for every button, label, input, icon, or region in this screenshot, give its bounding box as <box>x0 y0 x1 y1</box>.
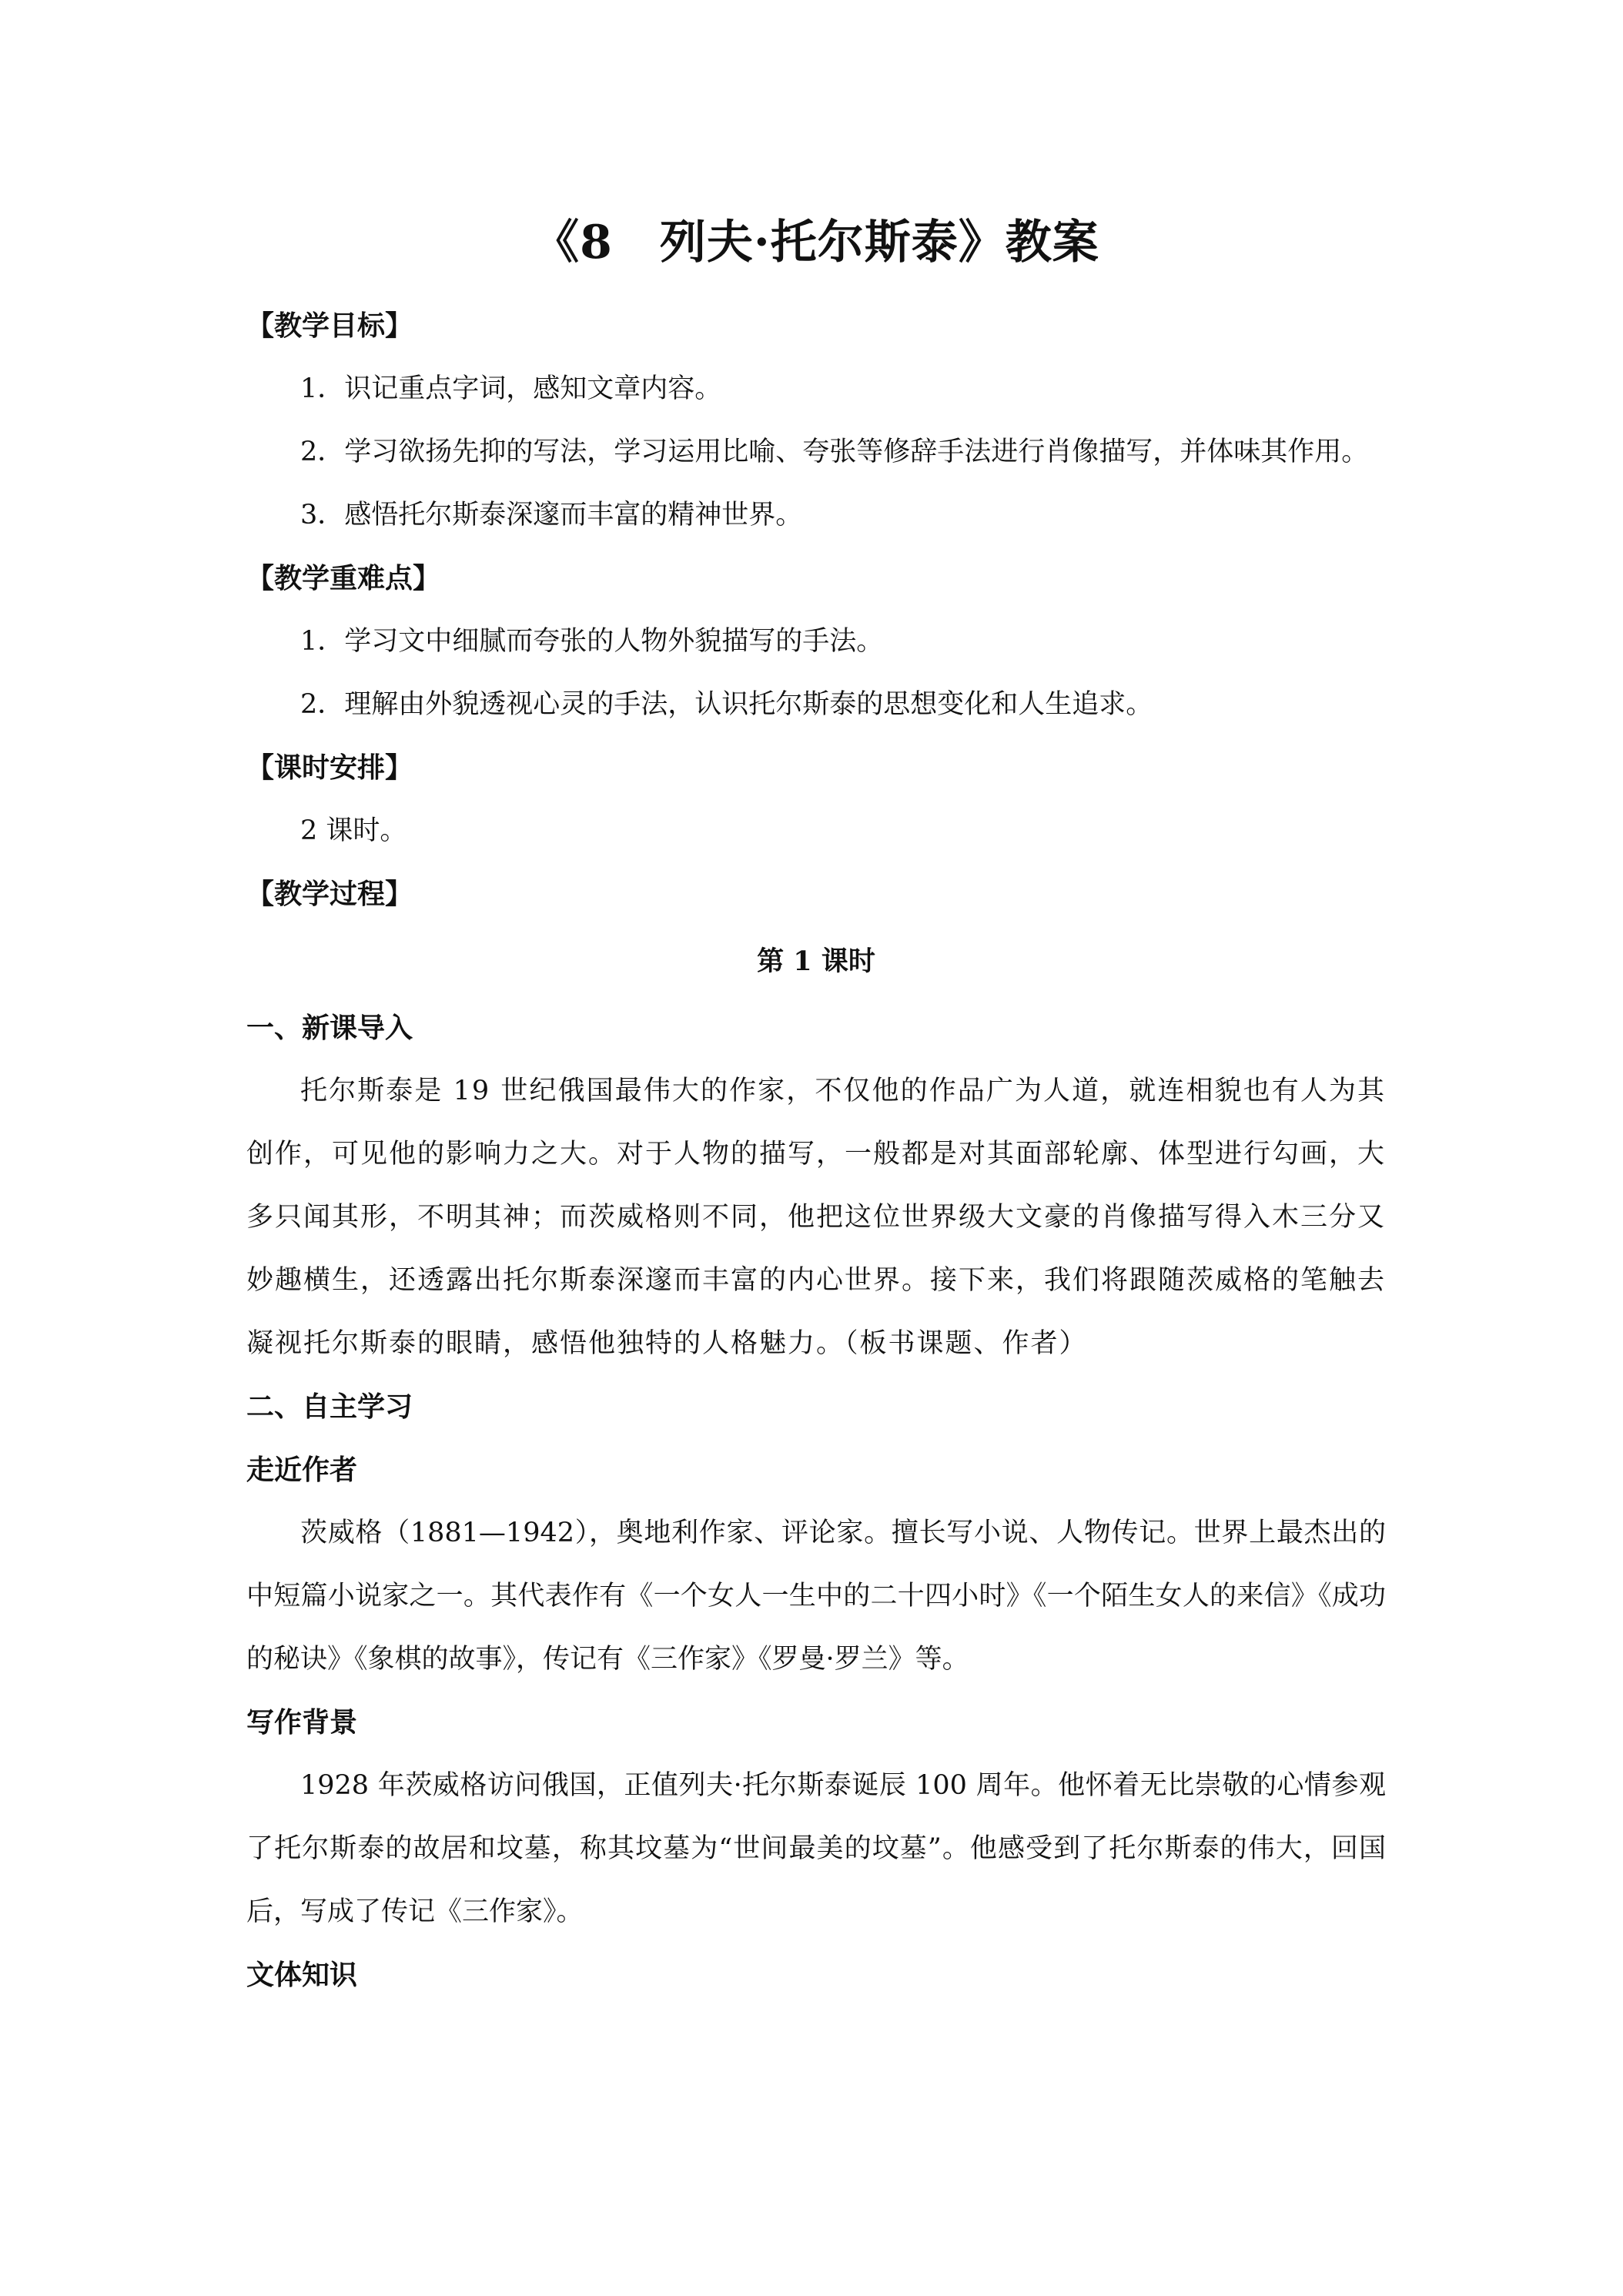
intro-paragraph: 托尔斯泰是 19 世纪俄国最伟大的作家，不仅他的作品广为人道，就连相貌也有人为其创作，可见他的影响力之大。对于人物的描写，一般都是对其面部轮廓、体型进行勾画，大多只闻其形，不明其神；而茨威格则不同，他把这位世界级大文豪的肖像描写得入木三分又妙趣横生，还透露出托尔斯泰深邃而丰富的内心世界。接下来，我们将跟随茨威格的笔触去凝视托尔斯泰的眼睛，感悟他独特的人格魅力。（板书课题、作者） <box>246 1076 1387 1359</box>
key-point-1: 1．学习文中细腻而夸张的人物外貌描写的手法。 <box>300 626 884 657</box>
goal-item-3: 3．感悟托尔斯泰深邃而丰富的精神世界。 <box>300 500 803 530</box>
key-points-heading: 【教学重难点】 <box>246 562 441 594</box>
goal-item-1: 1．识记重点字词，感知文章内容。 <box>300 373 722 404</box>
goals-heading: 【教学目标】 <box>246 310 413 342</box>
background-heading: 写作背景 <box>246 1706 358 1739</box>
schedule-text: 2 课时。 <box>300 815 407 846</box>
lesson-1-heading: 第 1 课时 <box>757 946 875 977</box>
page-title: 《8 列夫·托尔斯泰》教案 <box>533 216 1099 269</box>
goal-item-2: 2．学习欲扬先抑的写法，学习运用比喻、夸张等修辞手法进行肖像描写，并体味其作用。 <box>300 437 1369 467</box>
background-paragraph: 1928 年茨威格访问俄国，正值列夫·托尔斯泰诞辰 100 周年。他怀着无比崇敬的心情参观了托尔斯泰的故居和坟墓，称其坟墓为“世间最美的坟墓”。他感受到了托尔斯泰的伟大，回国后，写成了传记《三作家》。 <box>246 1770 1386 1927</box>
author-heading: 走近作者 <box>246 1454 358 1486</box>
intro-heading: 一、新课导入 <box>246 1012 413 1044</box>
process-heading: 【教学过程】 <box>246 878 413 910</box>
key-point-2: 2．理解由外貌透视心灵的手法，认识托尔斯泰的思想变化和人生追求。 <box>300 689 1153 720</box>
self-study-heading: 二、自主学习 <box>246 1391 413 1423</box>
schedule-heading: 【课时安排】 <box>246 751 413 784</box>
genre-heading: 文体知识 <box>246 1959 358 1991</box>
author-paragraph: 茨威格（1881—1942），奥地利作家、评论家。擅长写小说、人物传记。世界上最杰出的中短篇小说家之一。其代表作有《一个女人一生中的二十四小时》《一个陌生女人的来信》《成功的秘诀》《象棋的故事》，传记有《三作家》《罗曼·罗兰》等。 <box>246 1518 1386 1675</box>
document-page <box>246 208 1386 2006</box>
